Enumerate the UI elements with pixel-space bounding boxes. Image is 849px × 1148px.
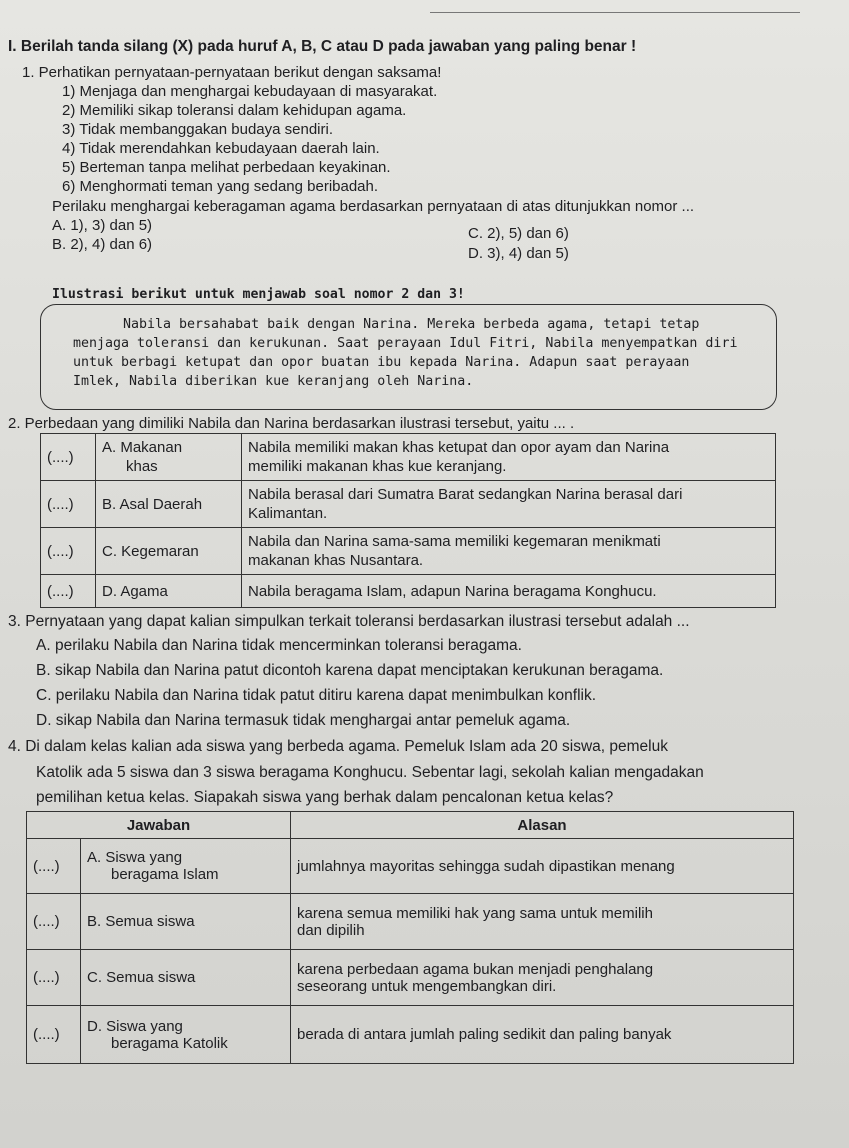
table-row xyxy=(27,839,794,894)
q4-question-line: pemilihan ketua kelas. Siapakah siswa yang berhak dalam pencalonan ketua kelas? xyxy=(36,789,614,806)
desc-text: memiliki makanan khas kue keranjang. xyxy=(248,458,507,475)
table-row xyxy=(27,950,794,1006)
option-text: A. Makanan xyxy=(102,439,183,456)
desc-text: Kalimantan. xyxy=(248,505,328,522)
reason-text: jumlahnya mayoritas sehingga sudah dipastikan menang xyxy=(297,857,675,875)
desc-text: Nabila dan Narina sama-sama memiliki kegemaran menikmati xyxy=(248,533,661,550)
reason-text: karena semua memiliki hak yang sama untuk memilih xyxy=(297,904,653,922)
answer-mark[interactable]: (....) xyxy=(27,950,81,1006)
q1-statement: 3) Tidak membanggakan budaya sendiri. xyxy=(62,121,333,138)
q1-statement: 6) Menghormati teman yang sedang beribadah. xyxy=(62,178,379,195)
option-text: khas xyxy=(126,458,158,475)
header-line xyxy=(430,0,800,13)
q1-question: Perilaku menghargai keberagaman agama berdasarkan pernyataan di atas ditunjukkan nomor ... xyxy=(52,198,695,215)
desc-text: Nabila berasal dari Sumatra Barat sedangkan Narina berasal dari xyxy=(248,486,683,503)
q4-question-line: Katolik ada 5 siswa dan 3 siswa beragama Konghucu. Sebentar lagi, sekolah kalian mengadakan xyxy=(36,764,704,781)
q3-option-c[interactable]: C. perilaku Nabila dan Narina tidak patut ditiru karena dapat menimbulkan konflik. xyxy=(36,687,597,704)
q1-option-b[interactable]: B. 2), 4) dan 6) xyxy=(52,236,153,253)
q3-option-b[interactable]: B. sikap Nabila dan Narina patut dicontoh karena dapat menciptakan kerukunan beragama. xyxy=(36,662,664,679)
q1-statement: 1) Menjaga dan menghargai kebudayaan di masyarakat. xyxy=(62,83,438,100)
q4-option-a[interactable] xyxy=(81,839,291,894)
header-answer: Jawaban xyxy=(27,812,291,839)
q1-option-d[interactable]: D. 3), 4) dan 5) xyxy=(468,245,569,262)
section-title: I. Berilah tanda silang (X) pada huruf A, B, C atau D pada jawaban yang paling benar ! xyxy=(8,38,637,55)
q4-question-line: 4. Di dalam kelas kalian ada siswa yang berbeda agama. Pemeluk Islam ada 20 siswa, pemeluk xyxy=(8,738,668,755)
option-text: D. Agama xyxy=(102,582,168,600)
desc-text: makanan khas Nusantara. xyxy=(248,552,424,569)
answer-mark[interactable]: (....) xyxy=(41,481,96,528)
table-row xyxy=(41,575,776,608)
q1-option-a[interactable]: A. 1), 3) dan 5) xyxy=(52,217,153,234)
option-text: A. Siswa yang xyxy=(87,849,183,866)
q2-option-b[interactable] xyxy=(96,481,242,528)
option-description xyxy=(242,528,776,575)
option-text: beragama Islam xyxy=(111,866,219,883)
q1-statement: 5) Berteman tanpa melihat perbedaan keyakinan. xyxy=(62,159,391,176)
q1-statement: 4) Tidak merendahkan kebudayaan daerah lain. xyxy=(62,140,380,157)
illustration-line: Nabila bersahabat baik dengan Narina. Mereka berbeda agama, tetapi tetap xyxy=(123,317,700,332)
option-text: B. Asal Daerah xyxy=(102,495,203,513)
answer-mark[interactable]: (....) xyxy=(41,528,96,575)
reason-cell xyxy=(291,894,794,950)
table-row xyxy=(27,894,794,950)
table-row xyxy=(41,528,776,575)
q2-table xyxy=(40,433,776,608)
q4-option-d[interactable] xyxy=(81,1006,291,1064)
option-description xyxy=(242,481,776,528)
table-row xyxy=(41,481,776,528)
reason-text: berada di antara jumlah paling sedikit dan paling banyak xyxy=(297,1026,672,1043)
illustration-line: Imlek, Nabila diberikan kue keranjang oleh Narina. xyxy=(73,374,474,389)
q4-table xyxy=(26,811,794,1064)
answer-mark[interactable]: (....) xyxy=(27,1006,81,1064)
option-description xyxy=(242,434,776,481)
q4-option-c[interactable] xyxy=(81,950,291,1006)
header-reason: Alasan xyxy=(291,812,794,839)
reason-text: karena perbedaan agama bukan menjadi penghalang xyxy=(297,960,654,978)
answer-mark[interactable]: (....) xyxy=(41,575,96,608)
option-text: B. Semua siswa xyxy=(87,913,195,930)
desc-text: Nabila memiliki makan khas ketupat dan opor ayam dan Narina xyxy=(248,439,670,456)
answer-mark[interactable]: (....) xyxy=(27,839,81,894)
table-header xyxy=(27,812,794,839)
answer-mark[interactable]: (....) xyxy=(27,894,81,950)
q2-question: 2. Perbedaan yang dimiliki Nabila dan Narina berdasarkan ilustrasi tersebut, yaitu ... . xyxy=(8,415,575,432)
option-description xyxy=(242,575,776,608)
q3-option-d[interactable]: D. sikap Nabila dan Narina termasuk tidak menghargai antar pemeluk agama. xyxy=(36,712,571,729)
q1-option-c[interactable]: C. 2), 5) dan 6) xyxy=(468,225,569,242)
q2-option-c[interactable] xyxy=(96,528,242,575)
reason-text: dan dipilih xyxy=(297,921,365,939)
reason-cell xyxy=(291,950,794,1006)
q1-statement: 2) Memiliki sikap toleransi dalam kehidupan agama. xyxy=(62,102,407,119)
illustration-line: untuk berbagi ketupat dan opor buatan ibu kepada Narina. Adapun saat perayaan xyxy=(73,355,690,370)
reason-cell xyxy=(291,1006,794,1064)
answer-mark[interactable]: (....) xyxy=(41,434,96,481)
table-row xyxy=(27,1006,794,1064)
option-text: D. Siswa yang xyxy=(87,1017,183,1035)
q3-question: 3. Pernyataan yang dapat kalian simpulkan terkait toleransi berdasarkan ilustrasi tersebut adalah ... xyxy=(8,613,690,630)
option-text: C. Kegemaran xyxy=(102,542,199,560)
option-text: beragama Katolik xyxy=(111,1034,228,1052)
reason-text: seseorang untuk mengembangkan diri. xyxy=(297,977,557,995)
q2-option-d[interactable] xyxy=(96,575,242,608)
reason-cell xyxy=(291,839,794,894)
illustration-line: menjaga toleransi dan kerukunan. Saat perayaan Idul Fitri, Nabila menyempatkan diri xyxy=(73,336,738,351)
table-row xyxy=(41,434,776,481)
q2-option-a[interactable] xyxy=(96,434,242,481)
illustration-title: Ilustrasi berikut untuk menjawab soal nomor 2 dan 3! xyxy=(52,287,465,302)
option-text: C. Semua siswa xyxy=(87,969,196,986)
q3-option-a[interactable]: A. perilaku Nabila dan Narina tidak mencerminkan toleransi beragama. xyxy=(36,637,522,654)
desc-text: Nabila beragama Islam, adapun Narina beragama Konghucu. xyxy=(248,582,657,600)
q1-intro: 1. Perhatikan pernyataan-pernyataan berikut dengan saksama! xyxy=(22,64,442,81)
q4-option-b[interactable] xyxy=(81,894,291,950)
illustration-box xyxy=(40,304,777,410)
